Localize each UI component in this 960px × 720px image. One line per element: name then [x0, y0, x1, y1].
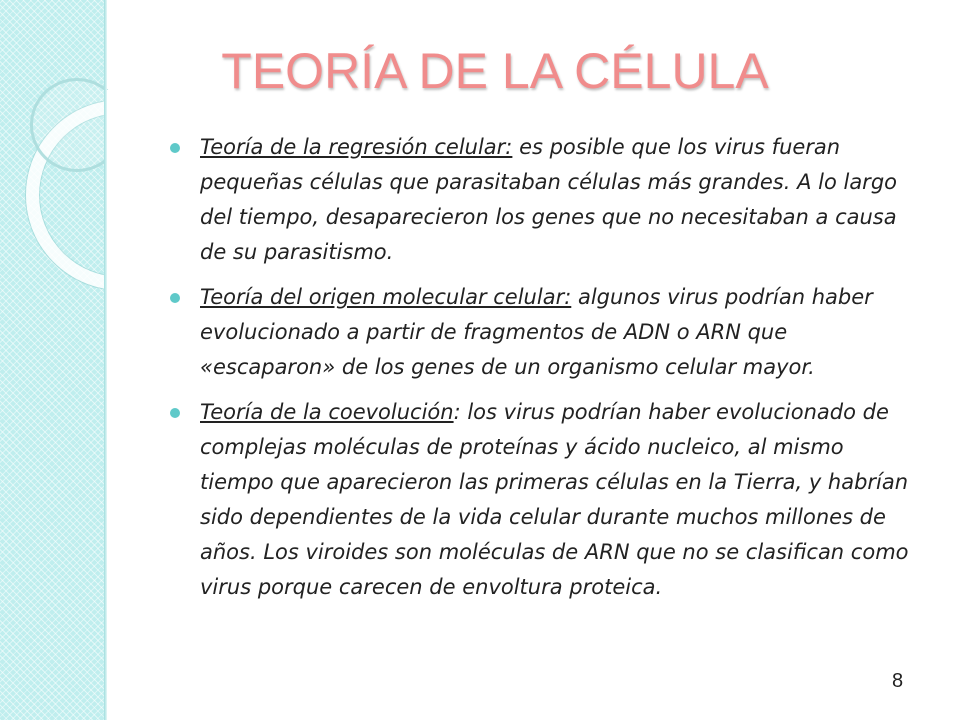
bullet-text: algunos virus podrían haber evolucionado a partir de fragmentos de ADN o ARN que «escaparon» de los genes de un organismo celular mayor.: [200, 285, 873, 379]
bullet-term: Teoría de la coevolución: [200, 400, 454, 424]
page-number: 8: [892, 670, 904, 692]
bullet-dot-icon: [170, 408, 180, 418]
bullet-term: Teoría de la regresión celular:: [200, 135, 513, 159]
bullet-item-origen-molecular: [170, 280, 915, 385]
bullet-dot-icon: [170, 143, 180, 153]
bullet-list: [170, 130, 915, 615]
decorative-band-edge: [104, 0, 107, 720]
bullet-item-coevolucion: [170, 395, 915, 605]
bullet-text: : los virus podrían haber evolucionado de complejas moléculas de proteínas y ácido nucleico, al mismo tiempo que aparecieron las primeras células en la Tierra, y habrían sido dependientes de la vida celular durante muchos millones de años. Los viroides son moléculas de ARN que no se clasifican como virus porque carecen de envoltura proteica.: [200, 400, 909, 599]
bullet-term: Teoría del origen molecular celular:: [200, 285, 572, 309]
slide-title: TEORÍA DE LA CÉLULA: [221, 43, 769, 99]
bullet-item-regresion: [170, 130, 915, 270]
bullet-dot-icon: [170, 293, 180, 303]
bullet-text: es posible que los virus fueran pequeñas células que parasitaban células más grandes. A lo largo del tiempo, desaparecieron los genes que no necesitaban a causa de su parasitismo.: [200, 135, 897, 264]
